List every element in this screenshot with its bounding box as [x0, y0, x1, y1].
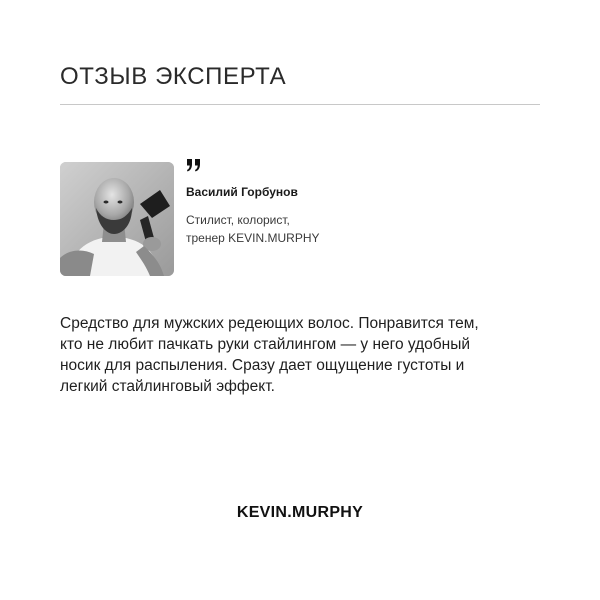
expert-name: Василий Горбунов [186, 185, 298, 199]
expert-photo [60, 162, 174, 276]
portrait-photo-icon [60, 162, 174, 276]
review-line: носик для распыления. Сразу дает ощущение густоты и [60, 357, 465, 374]
expert-role-line: Стилист, колорист, [186, 213, 290, 227]
review-line: Средство для мужских редеющих волос. Понравится тем, [60, 315, 479, 332]
title-divider [60, 104, 540, 105]
expert-role [186, 211, 386, 247]
quote-mark-icon [186, 158, 202, 172]
brand-logo: KEVIN.MURPHY [236, 504, 364, 521]
expert-role-line: тренер KEVIN.MURPHY [186, 231, 320, 245]
review-line: кто не любит пачкать руки стайлингом — у него удобный [60, 336, 471, 353]
page-title: ОТЗЫВ ЭКСПЕРТА [60, 63, 287, 90]
review-text [60, 313, 540, 397]
review-line: легкий стайлинговый эффект. [60, 378, 275, 395]
